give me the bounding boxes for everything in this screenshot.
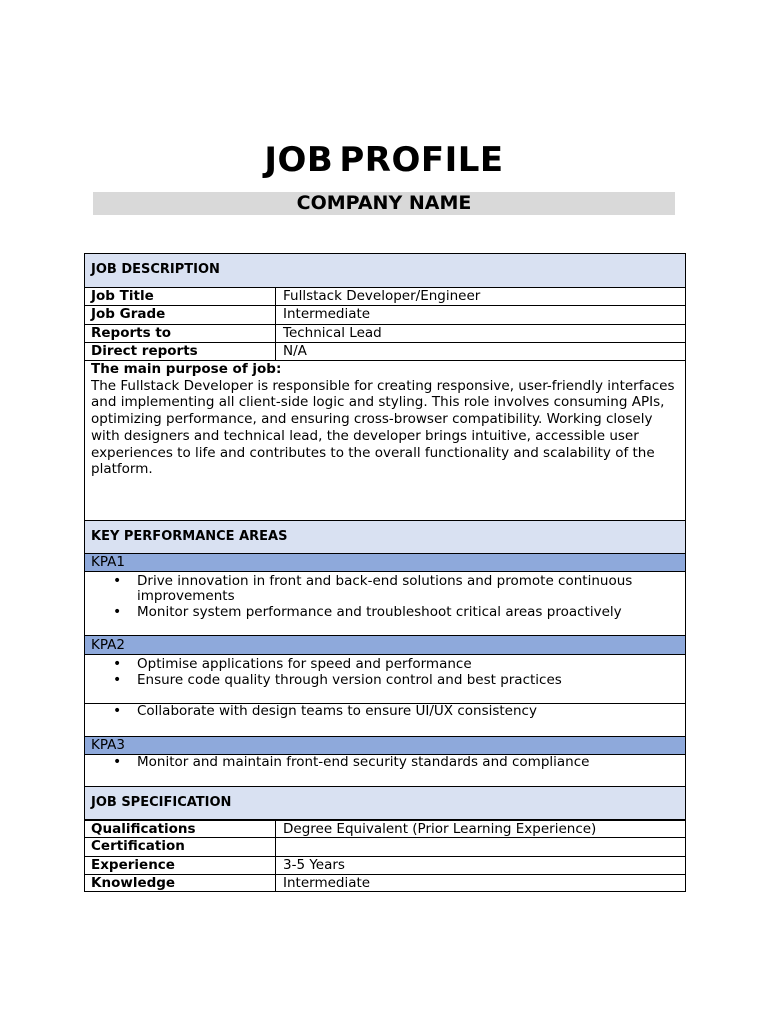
list-item: • Collaborate with design teams to ensure UI/UX consistency [85, 704, 685, 719]
row-label: Job Grade [85, 306, 276, 324]
kpa2-extra-items [85, 704, 685, 737]
table-row [85, 875, 685, 892]
table-row [85, 820, 685, 838]
kpa1-items [85, 572, 685, 636]
table-row [85, 857, 685, 875]
list-item: • Monitor system performance and troubleshoot critical areas proactively [85, 605, 685, 620]
kpa3-items [85, 755, 685, 787]
job-purpose-text: The Fullstack Developer is responsible for creating responsive, user-friendly interfaces and implementing all client-side logic and styling. This role involves consuming APIs, optimizing performance, and ensuring cross-browser compatibility. Working closely with designers and technical lead, the developer brings intuitive, accessible user experiences to life and contributes to the overall functionality and scalability of the platform. [91, 377, 675, 478]
row-label: Qualifications [85, 821, 276, 837]
kpa1-bar [85, 553, 685, 572]
list-item: • Optimise applications for speed and performance [85, 657, 685, 672]
row-value: Degree Equivalent (Prior Learning Experience) [283, 821, 597, 837]
row-label: Experience [85, 857, 276, 874]
job-description-header [85, 254, 685, 288]
list-item: • Drive innovation in front and back-end solutions and promote continuous improvements [85, 574, 685, 604]
title-word-profile: PROFILE [339, 140, 504, 180]
table-row [85, 838, 685, 857]
table-row [85, 343, 685, 361]
row-value: Intermediate [283, 306, 371, 322]
job-specification-header-label: JOB SPECIFICATION [91, 795, 232, 810]
kpa3-bar [85, 736, 685, 755]
job-description-header-label: JOB DESCRIPTION [91, 262, 220, 277]
kpa3-label: KPA3 [91, 737, 125, 753]
kpa-header [85, 521, 685, 554]
list-item: • Monitor and maintain front-end security standards and compliance [85, 755, 685, 770]
kpa-header-label: KEY PERFORMANCE AREAS [91, 529, 288, 544]
kpa2-bar [85, 635, 685, 655]
row-label: Job Title [85, 288, 276, 305]
row-label: Direct reports [85, 343, 276, 360]
row-label: Knowledge [85, 875, 276, 892]
title-word-job: JOB [264, 140, 334, 180]
kpa2-label: KPA2 [91, 637, 125, 653]
table-row [85, 288, 685, 306]
job-specification-header [85, 787, 685, 820]
row-value: Technical Lead [283, 325, 382, 341]
row-label: Certification [85, 838, 276, 856]
row-value: 3-5 Years [283, 857, 345, 873]
kpa1-label: KPA1 [91, 554, 125, 570]
row-value: N/A [283, 343, 307, 359]
row-label: Reports to [85, 325, 276, 342]
job-purpose-section [85, 361, 685, 521]
kpa2-items [85, 655, 685, 704]
row-value: Fullstack Developer/Engineer [283, 288, 481, 304]
table-row [85, 325, 685, 343]
list-item: • Ensure code quality through version control and best practices [85, 673, 685, 688]
page-title [0, 140, 768, 180]
job-profile-table [84, 253, 686, 892]
company-name-bar: COMPANY NAME [93, 192, 675, 215]
table-row [85, 306, 685, 325]
job-purpose-label: The main purpose of job: [91, 361, 282, 377]
row-value: Intermediate [283, 875, 371, 891]
